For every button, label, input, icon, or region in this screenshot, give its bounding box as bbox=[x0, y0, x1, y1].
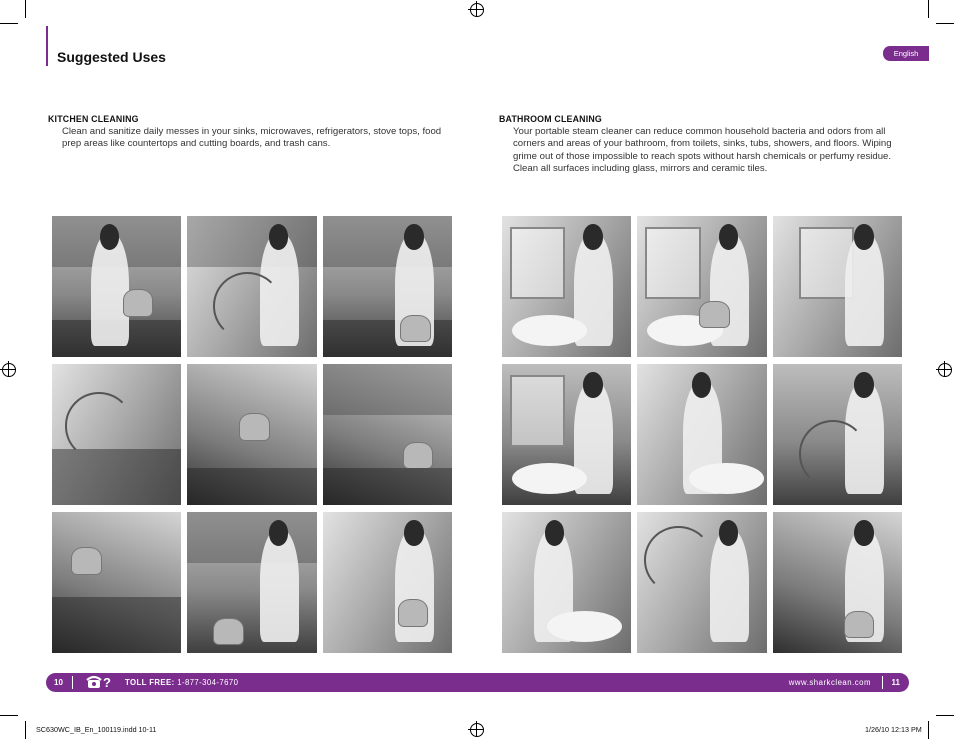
kitchen-photo bbox=[52, 216, 181, 357]
crop-mark bbox=[928, 721, 929, 739]
bathroom-section bbox=[499, 113, 909, 176]
phone-icon bbox=[86, 675, 102, 689]
kitchen-section bbox=[48, 113, 448, 151]
registration-mark-icon bbox=[470, 3, 484, 17]
kitchen-photo bbox=[52, 364, 181, 505]
website-link[interactable]: www.sharkclean.com bbox=[788, 678, 871, 687]
toll-free-label: TOLL FREE: bbox=[125, 678, 175, 687]
crop-mark bbox=[25, 721, 26, 739]
kitchen-photo bbox=[187, 512, 317, 653]
crop-mark bbox=[25, 0, 26, 18]
bathroom-heading: BATHROOM CLEANING bbox=[499, 114, 602, 124]
footer-bar bbox=[46, 673, 909, 692]
kitchen-photo bbox=[323, 216, 452, 357]
page-number-left: 10 bbox=[54, 678, 63, 687]
footer-divider bbox=[72, 676, 73, 689]
crop-mark bbox=[0, 715, 18, 716]
page-number-right: 11 bbox=[891, 678, 900, 687]
bathroom-photo bbox=[773, 216, 902, 357]
kitchen-body: Clean and sanitize daily messes in your sinks, microwaves, refrigerators, stove tops, food prep areas like countertops and cutting boards, and trash cans. bbox=[62, 125, 442, 150]
registration-mark-icon bbox=[2, 363, 16, 377]
kitchen-heading: KITCHEN CLEANING bbox=[48, 114, 139, 124]
toll-free-number: 1-877-304-7670 bbox=[177, 678, 239, 687]
bathroom-photo bbox=[773, 512, 902, 653]
registration-mark-icon bbox=[470, 723, 484, 737]
slug-file: SC630WC_IB_En_100119.indd 10-11 bbox=[36, 725, 157, 734]
page-title: Suggested Uses bbox=[57, 49, 166, 65]
bathroom-photo-grid bbox=[502, 216, 902, 653]
crop-mark bbox=[936, 715, 954, 716]
kitchen-photo bbox=[187, 216, 317, 357]
bathroom-photo bbox=[637, 512, 767, 653]
bathroom-body: Your portable steam cleaner can reduce common household bacteria and odors from all corners and areas of your bathroom, from toilets, sinks, tubs, showers, and floors. Wiping grime out of those impossible to reach spots without harsh chemicals or perfumy residue. Clean all surfaces including glass, mirrors and ceramic tiles. bbox=[513, 125, 892, 175]
crop-mark bbox=[936, 23, 954, 24]
bathroom-photo bbox=[773, 364, 902, 505]
footer-divider bbox=[882, 676, 883, 689]
language-tab: English bbox=[883, 46, 929, 61]
bathroom-photo bbox=[637, 216, 767, 357]
kitchen-photo bbox=[323, 512, 452, 653]
title-accent-bar bbox=[46, 26, 48, 66]
bathroom-photo bbox=[502, 364, 631, 505]
bathroom-photo bbox=[502, 512, 631, 653]
toll-free bbox=[125, 673, 238, 692]
kitchen-photo bbox=[323, 364, 452, 505]
crop-mark bbox=[928, 0, 929, 18]
bathroom-photo bbox=[502, 216, 631, 357]
registration-mark-icon bbox=[938, 363, 952, 377]
slug-datetime: 1/26/10 12:13 PM bbox=[865, 725, 922, 734]
kitchen-photo-grid bbox=[52, 216, 452, 653]
kitchen-photo bbox=[52, 512, 181, 653]
phone-question-mark: ? bbox=[103, 675, 111, 690]
crop-mark bbox=[0, 23, 18, 24]
bathroom-photo bbox=[637, 364, 767, 505]
kitchen-photo bbox=[187, 364, 317, 505]
